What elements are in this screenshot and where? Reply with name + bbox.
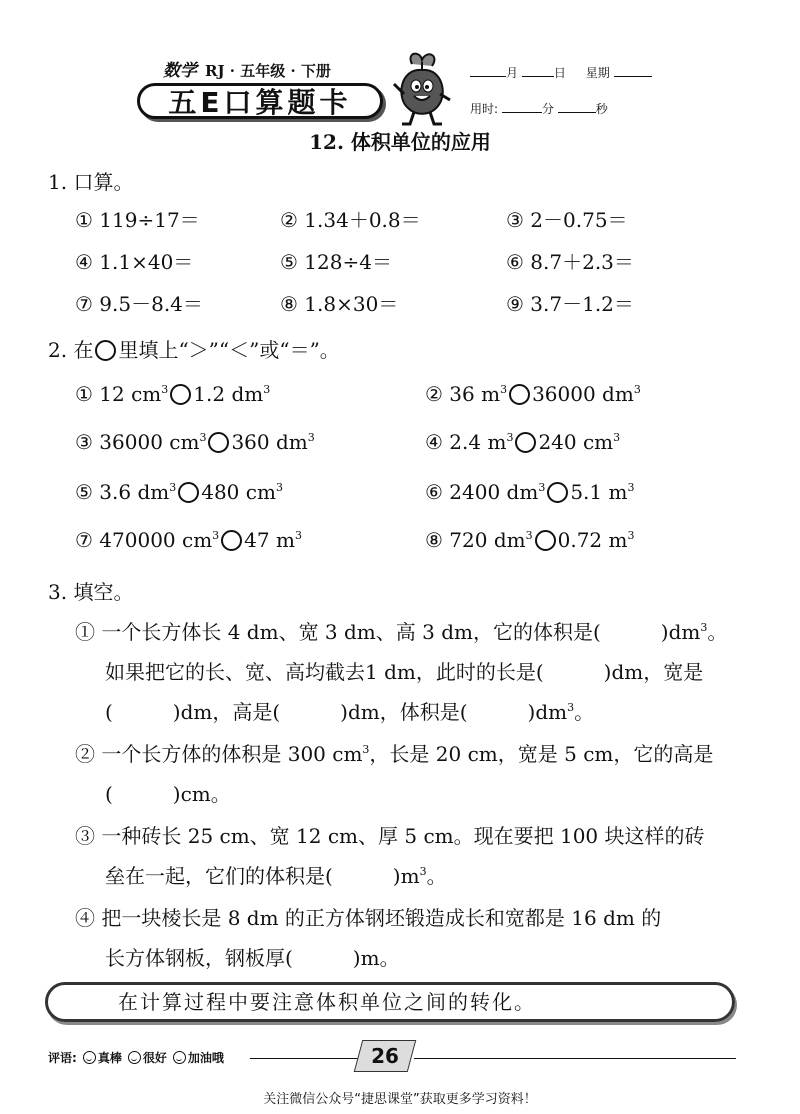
mental-calc-item: ④ 1.1×40＝	[75, 250, 194, 274]
mental-calc-item: ② 1.34＋0.8＝	[280, 208, 421, 232]
fill-q4-line2: 长方体钢板，钢板厚( )m。	[105, 946, 400, 970]
series-title: 五E口算题卡	[137, 83, 383, 119]
smile-face-icon	[83, 1051, 96, 1064]
evaluation-row: 评语: 真棒 很好 加油哦	[48, 1051, 224, 1065]
mental-calc-item: ⑨ 3.7－1.2＝	[506, 292, 634, 316]
page-number: 26	[371, 1044, 399, 1068]
fill-q2-line1: ② 一个长方体的体积是 300 $cm^3$，长是 20 cm，宽是 5 cm，它的高是	[75, 742, 714, 766]
lesson-title: 12. 体积单位的应用	[309, 130, 491, 154]
date-line: 月 日 星期	[470, 64, 652, 81]
time-line: 用时: 分 秒	[470, 102, 608, 116]
mental-calc-item: ③ 2－0.75＝	[506, 208, 628, 232]
page-number-badge	[354, 1040, 417, 1072]
compare-item: ② 36 $m^3$ 36000 $dm^3$	[425, 382, 641, 406]
compare-blank[interactable]	[535, 530, 556, 551]
smile-face-icon	[128, 1051, 141, 1064]
compare-item: ④ 2.4 $m^3$ 240 $cm^3$	[425, 430, 621, 454]
mental-calc-item: ① 119÷17＝	[75, 208, 200, 232]
footer-divider	[250, 1058, 358, 1059]
fill-q2-line2: ( )cm。	[105, 782, 231, 806]
bottom-note: 关注微信公众号“捷思课堂”获取更多学习资料！	[263, 1092, 537, 1107]
grade-subtitle: RJ · 五年级 · 下册	[205, 62, 331, 80]
compare-item: ① 12 $cm^3$ 1.2 $dm^3$	[75, 382, 271, 406]
fill-q1-line3: ( )dm，高是( )dm，体积是( )$dm^3$。	[105, 700, 595, 724]
fill-q1-line2: 如果把它的长、宽、高均截去1 dm，此时的长是( )dm，宽是	[105, 660, 704, 684]
compare-blank[interactable]	[547, 482, 568, 503]
subject-label: 数学 RJ · 五年级 · 下册	[163, 61, 331, 81]
compare-blank[interactable]	[509, 384, 530, 405]
fill-q3-line1: ③ 一种砖长 25 cm、宽 12 cm、厚 5 cm。现在要把 100 块这样的砖	[75, 824, 705, 848]
mascot-icon	[386, 50, 458, 128]
tip-box: 在计算过程中要注意体积单位之间的转化。	[45, 982, 735, 1022]
compare-item: ⑥ 2400 $dm^3$ 5.1 $m^3$	[425, 480, 635, 504]
section1-title: 1. 口算。	[48, 170, 134, 194]
section3-title: 3. 填空。	[48, 580, 134, 604]
mental-calc-item: ⑤ 128÷4＝	[280, 250, 392, 274]
footer-divider	[414, 1058, 736, 1059]
compare-blank[interactable]	[221, 530, 242, 551]
compare-blank[interactable]	[515, 432, 536, 453]
compare-blank[interactable]	[170, 384, 191, 405]
compare-item: ⑧ 720 $dm^3$ 0.72 $m^3$	[425, 528, 635, 552]
compare-item: ⑦ 470000 $cm^3$ 47 $m^3$	[75, 528, 302, 552]
mental-calc-item: ⑥ 8.7＋2.3＝	[506, 250, 634, 274]
smile-face-icon	[173, 1051, 186, 1064]
compare-blank[interactable]	[178, 482, 199, 503]
compare-item: ③ 36000 $cm^3$ 360 $dm^3$	[75, 430, 315, 454]
mental-calc-item: ⑦ 9.5－8.4＝	[75, 292, 203, 316]
circle-icon	[95, 340, 116, 361]
fill-q3-line2: 垒在一起，它们的体积是( )$m^3$。	[105, 864, 447, 888]
fill-q1-line1: ① 一个长方体长 4 dm、宽 3 dm、高 3 dm，它的体积是( )$dm^3$。	[75, 620, 728, 644]
section2-title: 2. 在 里填上“＞”“＜”或“＝”。	[48, 338, 340, 362]
fill-q4-line1: ④ 把一块棱长是 8 dm 的正方体钢坯锻造成长和宽都是 16 dm 的	[75, 906, 662, 930]
mental-calc-item: ⑧ 1.8×30＝	[280, 292, 399, 316]
compare-blank[interactable]	[208, 432, 229, 453]
compare-item: ⑤ 3.6 $dm^3$ 480 $cm^3$	[75, 480, 283, 504]
